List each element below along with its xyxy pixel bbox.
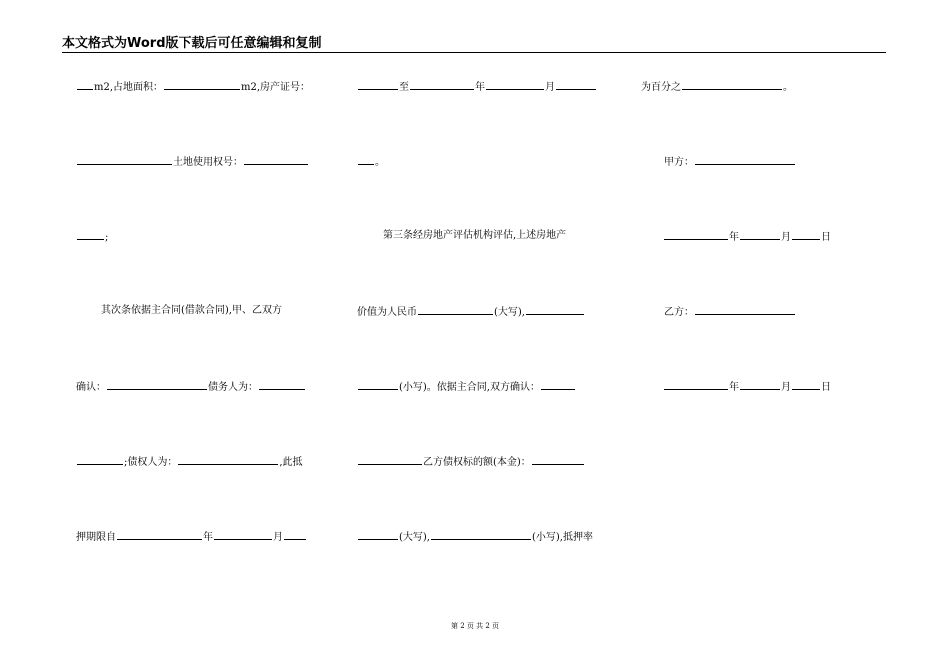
blank (358, 155, 374, 165)
col3-line-4 (664, 305, 796, 319)
blank (664, 230, 728, 240)
text: 土地使用权号： (173, 157, 243, 168)
blank (77, 80, 93, 90)
text: 至 (399, 82, 409, 93)
blank (740, 230, 780, 240)
text: 乙方债权标的额(本金)： (423, 457, 531, 468)
text: 。 (783, 82, 793, 93)
col2-line-1 (357, 80, 597, 94)
col3-line-1 (641, 80, 793, 94)
col3-line-5 (663, 380, 831, 394)
blank (117, 530, 202, 540)
text: 为百分之 (641, 82, 681, 93)
text: 日 (821, 382, 831, 393)
col1-line-4 (101, 305, 282, 317)
blank (214, 530, 272, 540)
blank (77, 230, 104, 240)
col1-line-3 (76, 230, 108, 244)
text: 月 (273, 532, 283, 543)
text: ; (105, 232, 109, 243)
blank (682, 80, 782, 90)
text: 价值为人民币 (357, 307, 417, 318)
text: (小写),抵押率 (531, 532, 593, 543)
text: 。 (375, 157, 385, 168)
blank (178, 455, 278, 465)
blank (695, 155, 795, 165)
blank (358, 380, 398, 390)
col3-line-3 (663, 230, 831, 244)
text: ;债权人为： (124, 457, 178, 468)
blank (541, 380, 575, 390)
col1-line-7 (76, 530, 307, 544)
blank (532, 455, 584, 465)
col2-line-5 (357, 380, 576, 394)
text: 押期限自 (76, 532, 116, 543)
blank (410, 80, 474, 90)
blank (792, 380, 820, 390)
blank (740, 380, 780, 390)
col2-line-2 (357, 155, 385, 169)
blank (695, 305, 795, 315)
text: 年 (203, 532, 213, 543)
header-title: 本文格式为Word版下载后可任意编辑和复制 (62, 36, 322, 51)
col1-line-1 (76, 80, 310, 94)
text: 月 (545, 82, 555, 93)
text: (小写)。依据主合同,双方确认： (399, 382, 540, 393)
text: 甲方： (664, 157, 694, 168)
blank (358, 530, 398, 540)
col1-line-5 (76, 380, 306, 394)
col2-line-6 (357, 455, 585, 469)
page-header (62, 36, 886, 53)
blank (259, 380, 305, 390)
col2-line-3 (383, 230, 566, 242)
blank (556, 80, 596, 90)
col3-line-2 (664, 155, 796, 169)
col2-line-7 (357, 530, 593, 544)
col1-line-2 (76, 155, 309, 169)
col2-line-4 (357, 305, 585, 319)
blank (358, 455, 422, 465)
text: ,此抵 (279, 457, 303, 468)
text: (大写), (399, 532, 430, 543)
blank (107, 380, 207, 390)
blank (431, 530, 531, 540)
blank (664, 380, 728, 390)
blank (164, 80, 240, 90)
blank (526, 305, 584, 315)
text: 月 (781, 382, 791, 393)
text: 债务人为： (208, 382, 258, 393)
blank (486, 80, 544, 90)
text: 年 (729, 232, 739, 243)
col1-line-6 (76, 455, 303, 469)
blank (77, 155, 172, 165)
blank (77, 455, 123, 465)
text: 年 (729, 382, 739, 393)
text: 确认： (76, 382, 106, 393)
blank (418, 305, 493, 315)
page-footer: 第 2 页 共 2 页 (450, 622, 500, 630)
text: 年 (475, 82, 485, 93)
text: 月 (781, 232, 791, 243)
text: m2,房产证号： (241, 82, 311, 93)
blank (284, 530, 306, 540)
blank (792, 230, 820, 240)
blank (244, 155, 308, 165)
text: 其次条依据主合同(借款合同),甲、乙双方 (101, 305, 282, 316)
text: 日 (821, 232, 831, 243)
text: (大写), (494, 307, 525, 318)
text: 乙方： (664, 307, 694, 318)
text: m2,占地面积： (94, 82, 164, 93)
blank (358, 80, 398, 90)
text: 第三条经房地产评估机构评估,上述房地产 (383, 230, 567, 241)
